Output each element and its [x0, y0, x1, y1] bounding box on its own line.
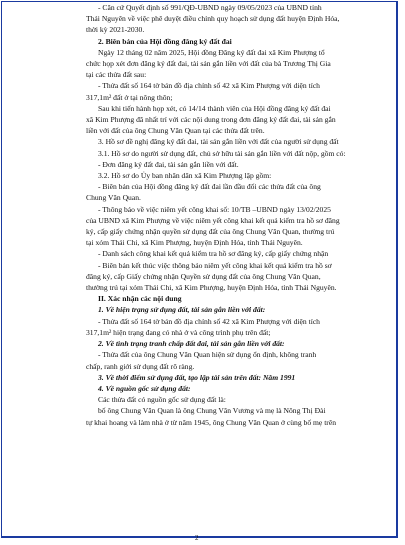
document-line: tự khai hoang và làm nhà ở từ năm 1945, ông Chung Văn Quan ở cùng bố mẹ trên	[86, 417, 337, 427]
document-line: thời kỳ 2021-2030.	[86, 25, 145, 35]
document-line: 3. Hồ sơ đề nghị đăng ký đất đai, tài sản gắn liền với đất của người sử dụng đất	[98, 137, 339, 147]
document-line: Thái Nguyên về việc phê duyệt điều chỉnh quy hoạch sử dụng đất huyện Định Hóa,	[86, 14, 340, 24]
document-line: Sau khi tiến hành họp xét, có 14/14 thành viên của Hội đồng đăng ký đất đai	[98, 103, 331, 113]
document-line: của UBND xã Kim Phượng về việc niêm yết công khai kết quả kiểm tra hồ sơ đăng	[86, 215, 340, 225]
document-line: II. Xác nhận các nội dung	[98, 294, 182, 304]
document-line: Các thửa đất có nguồn gốc sử dụng đất là:	[98, 395, 226, 405]
document-line: Chung Văn Quan.	[86, 193, 141, 203]
document-line: 2. Biên bản của Hội đồng đăng ký đất đai	[98, 36, 232, 46]
document-line: - Thông báo về việc niêm yết công khai số: 10/TB –UBND ngày 13/02/2025	[98, 204, 331, 214]
document-line: - Thửa đất số 164 tờ bản đồ địa chính số 42 xã Kim Phượng với diện tích	[98, 81, 320, 91]
document-line: - Thửa đất số 164 tờ bản đồ địa chính số 42 xã Kim Phượng với diện tích	[98, 316, 320, 326]
document-line: 3. Về thời điểm sử dụng đất, tạo lập tài sản trên đất: Năm 1991	[98, 372, 296, 382]
document-line: chức họp xét đơn đăng ký đất đai, tài sản gắn liền với đất của bà Trương Thị Gia	[86, 59, 331, 69]
document-line: - Thửa đất của ông Chung Văn Quan hiện sử dụng ổn định, không tranh	[98, 350, 317, 360]
document-line: Ngày 12 tháng 02 năm 2025, Hội đồng Đăng ký đất đai xã Kim Phượng tổ	[98, 47, 325, 57]
document-line: đăng ký, cấp Giấy chứng nhận Quyền sử dụng đất của ông Chung Văn Quan,	[86, 271, 321, 281]
document-line: tại xóm Thái Chi, xã Kim Phượng, huyện Định Hóa, tỉnh Thái Nguyên.	[86, 238, 303, 248]
document-line: - Căn cứ Quyết định số 991/QĐ-UBND ngày 09/05/2023 của UBND tỉnh	[98, 3, 322, 12]
document-line: tại các thửa đất sau:	[86, 70, 147, 80]
document-line: 317,1m² hiện trạng đang có nhà ở và công trình phụ trên đất;	[86, 327, 271, 337]
document-line: 317,1m² đất ở tại nông thôn;	[86, 92, 173, 102]
document-line: - Đơn đăng ký đất đai, tài sản gắn liền với đất.	[98, 159, 239, 169]
document-body	[86, 2, 386, 428]
document-line: thường trú tại xóm Thái Chi, xã Kim Phượng, huyện Định Hóa, tỉnh Thái Nguyên.	[86, 283, 337, 293]
document-line: ký, cấp giấy chứng nhận quyền sử dụng đất của ông Chung Văn Quan, thường trú	[86, 227, 335, 237]
page-number: 2	[195, 534, 199, 542]
document-line: xã Kim Phượng đã nhất trí với các nội dung trong đơn đăng ký đất đai, tài sản gắn	[86, 115, 336, 125]
document-line: bố ông Chung Văn Quan là ông Chung Văn Vương và mẹ là Nông Thị Đài	[98, 406, 326, 416]
document-line: - Biên bản của Hội đồng đăng ký đất đai lần đầu đối các thửa đất của ông	[98, 182, 321, 192]
document-line: 2. Về tình trạng tranh chấp đất đai, tài sản gắn liền với đất:	[98, 339, 285, 349]
document-line: - Biên bản kết thúc việc thông báo niêm yết công khai kết quả kiểm tra hồ sơ	[98, 260, 332, 270]
document-line: 1. Về hiện trạng sử dụng đất, tài sản gắn liền với đất:	[98, 305, 266, 315]
document-line: 4. Về nguồn gốc sử dụng đất:	[98, 383, 191, 393]
document-line: 3.2. Hồ sơ do Ủy ban nhân dân xã Kim Phượng lập gồm:	[98, 171, 272, 181]
document-line: chấp, ranh giới sử dụng đất rõ ràng.	[86, 361, 195, 371]
document-line: 3.1. Hồ sơ do người sử dụng đất, chủ sở hữu tài sản gắn liền với đất nộp, gồm có:	[98, 148, 346, 158]
document-line: - Danh sách công khai kết quả kiểm tra hồ sơ đăng ký, cấp giấy chứng nhận	[98, 249, 329, 259]
document-line: liền với đất của ông Chung Văn Quan tại các thửa đất trên.	[86, 126, 265, 136]
